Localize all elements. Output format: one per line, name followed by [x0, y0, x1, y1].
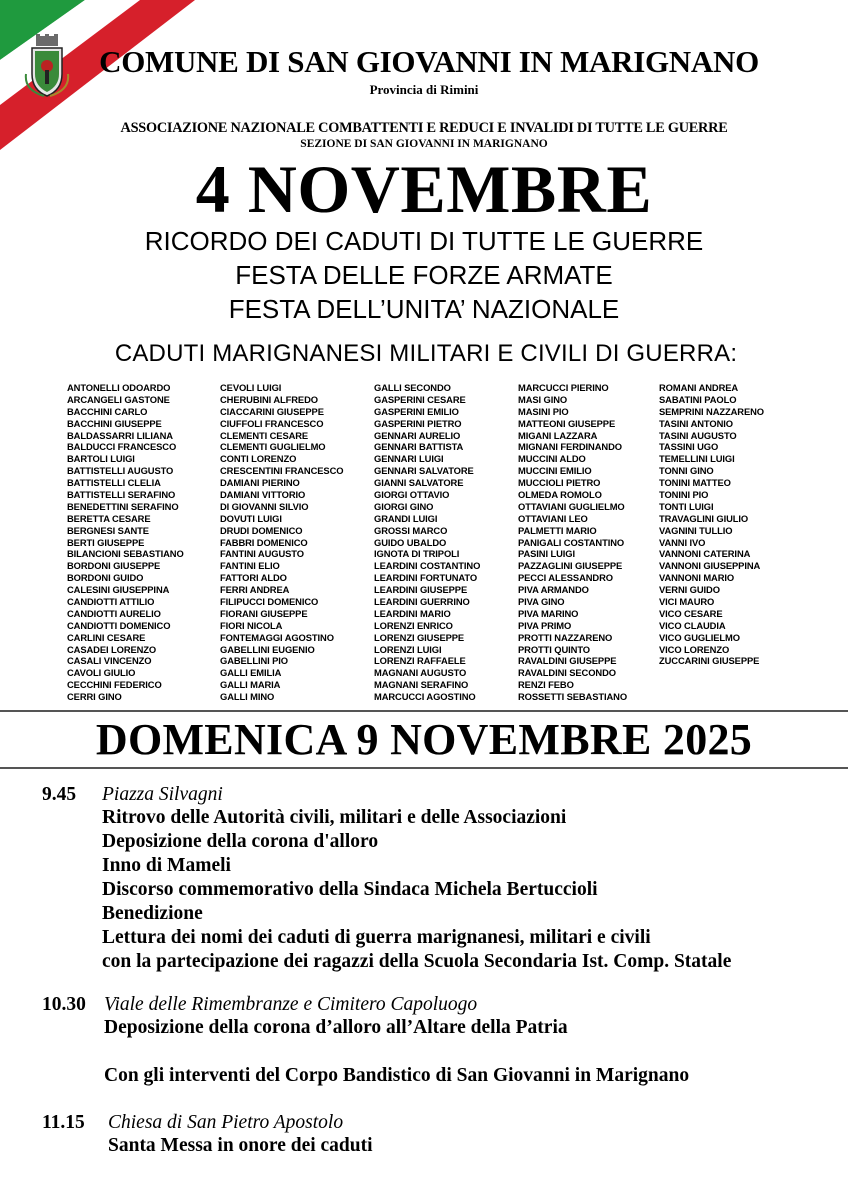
program-place-1 — [102, 783, 223, 807]
fallen-name: FONTEMAGGI AGOSTINO — [220, 631, 334, 643]
fallen-name: BERGNESI SANTE — [67, 524, 149, 536]
fallen-name: PALMETTI MARIO — [518, 524, 597, 536]
fallen-name: VAGNINI TULLIO — [659, 524, 733, 536]
fallen-name: GALLI EMILIA — [220, 667, 282, 679]
fallen-name: GALLI MARIA — [220, 679, 281, 691]
subtitle-unita-nazionale: FESTA DELL’UNITA’ NAZIONALE — [228, 294, 620, 324]
program-time: 11.15 — [42, 1112, 85, 1133]
fallen-name: LORENZI RAFFAELE — [374, 655, 466, 667]
fallen-name: BACCHINI GIUSEPPE — [67, 417, 162, 429]
program-time: 10.30 — [42, 994, 86, 1015]
fallen-name: GUIDO UBALDO — [374, 536, 447, 548]
fallen-name: CANDIOTTI DOMENICO — [67, 619, 171, 631]
fallen-name: VERNI GUIDO — [659, 584, 720, 596]
sezione-subtitle: SEZIONE DI SAN GIOVANNI IN MARIGNANO — [300, 138, 548, 150]
fallen-name: CAVOLI GIULIO — [67, 667, 136, 679]
fallen-name: GALLI SECONDO — [374, 382, 451, 393]
fallen-name: MUCCIOLI PIETRO — [518, 477, 601, 489]
associazione-title: ASSOCIAZIONE NAZIONALE COMBATTENTI E REDUCI E INVALIDI DI TUTTE LE GUERRE — [120, 120, 728, 136]
names-column-3 — [374, 382, 480, 703]
fallen-name: PROTTI QUINTO — [518, 643, 590, 655]
program-place-2 — [104, 993, 477, 1017]
fallen-name: MATTEONI GIUSEPPE — [518, 417, 616, 429]
fallen-name: RAVALDINI SECONDO — [518, 667, 616, 679]
program-lines-1 — [102, 806, 731, 974]
program-item-2 — [42, 993, 86, 1017]
subtitle-forze-armate: FESTA DELLE FORZE ARMATE — [235, 260, 613, 290]
fallen-name: FATTORI ALDO — [220, 572, 287, 584]
program-place: Piazza Silvagni — [102, 784, 223, 805]
fallen-name: MIGNANI FERDINANDO — [518, 441, 622, 453]
program-place-3 — [108, 1111, 343, 1135]
fallen-name: LEARDINI GUERRINO — [374, 596, 470, 608]
fallen-name: DAMIANI PIERINO — [220, 477, 300, 489]
fallen-name: PASINI LUIGI — [518, 548, 575, 560]
fallen-name: TONTI LUIGI — [659, 500, 714, 512]
fallen-name: GIORGI GINO — [374, 500, 434, 512]
fallen-name: LEARDINI FORTUNATO — [374, 572, 478, 584]
fallen-name: CLEMENTI GUGLIELMO — [220, 441, 326, 453]
fallen-name: SABATINI PAOLO — [659, 393, 737, 405]
fallen-name: OTTAVIANI LEO — [518, 512, 588, 524]
fallen-name: RAVALDINI GIUSEPPE — [518, 655, 617, 667]
fallen-name: DI GIOVANNI SILVIO — [220, 500, 309, 512]
fallen-name: GIORGI OTTAVIO — [374, 489, 450, 501]
names-column-5 — [659, 382, 764, 667]
fallen-name: PIVA PRIMO — [518, 619, 572, 631]
fallen-name: FIORANI GIUSEPPE — [220, 607, 308, 619]
program-place: Chiesa di San Pietro Apostolo — [108, 1112, 344, 1133]
fallen-name: GASPERINI PIETRO — [374, 417, 462, 429]
program-lines-2 — [104, 1016, 568, 1040]
fallen-name: GENNARI AURELIO — [374, 429, 461, 441]
fallen-name: CLEMENTI CESARE — [220, 429, 309, 441]
fallen-name: CASALI VINCENZO — [67, 655, 152, 667]
main-date-title: 4 NOVEMBRE — [195, 151, 653, 227]
fallen-name: VICO CLAUDIA — [659, 619, 726, 631]
fallen-name: VANNONI GIUSEPPINA — [659, 560, 761, 572]
fallen-name: GIANNI SALVATORE — [374, 477, 464, 489]
names-column-4 — [518, 382, 627, 703]
fallen-name: GENNARI BATTISTA — [374, 441, 464, 453]
fallen-name: FABBRI DOMENICO — [220, 536, 308, 548]
program-line: con la partecipazione dei ragazzi della Scuola Secondaria Ist. Comp. Statale — [102, 951, 732, 972]
fallen-name: MUCCINI ALDO — [518, 453, 586, 465]
fallen-name: BATTISTELLI AUGUSTO — [67, 465, 174, 477]
fallen-name: TONINI PIO — [659, 489, 709, 501]
fallen-name: CIACCARINI GIUSEPPE — [220, 405, 324, 417]
fallen-name: FANTINI ELIO — [220, 560, 280, 572]
program-item-3 — [42, 1111, 85, 1135]
fallen-name: MAGNANI AUGUSTO — [374, 667, 467, 679]
fallen-name: TONNI GINO — [659, 465, 714, 477]
fallen-name: OLMEDA ROMOLO — [518, 489, 602, 501]
fallen-name: ROMANI ANDREA — [659, 382, 739, 393]
fallen-name: MUCCINI EMILIO — [518, 465, 592, 477]
fallen-name: CRESCENTINI FRANCESCO — [220, 465, 344, 477]
fallen-name: CERRI GINO — [67, 691, 122, 703]
fallen-name: PROTTI NAZZARENO — [518, 631, 613, 643]
program-lines-3 — [108, 1134, 373, 1158]
fallen-name: PANIGALI COSTANTINO — [518, 536, 625, 548]
fallen-name: GASPERINI CESARE — [374, 393, 466, 405]
fallen-name: MARCUCCI PIERINO — [518, 382, 609, 393]
fallen-name: BORDONI GIUSEPPE — [67, 560, 161, 572]
fallen-name: MASI GINO — [518, 393, 568, 405]
fallen-name: TASINI ANTONIO — [659, 417, 733, 429]
fallen-name: BILANCIONI SEBASTIANO — [67, 548, 184, 560]
fallen-name: CEVOLI LUIGI — [220, 382, 282, 393]
fallen-name: VANNONI CATERINA — [659, 548, 751, 560]
fallen-name: GRANDI LUIGI — [374, 512, 438, 524]
fallen-name: TASSINI UGO — [659, 441, 719, 453]
fallen-name: VANNI IVO — [659, 536, 706, 548]
fallen-name: VICO CESARE — [659, 607, 723, 619]
program-line: Discorso commemorativo della Sindaca Michela Bertuccioli — [102, 879, 598, 900]
fallen-name: BALDUCCI FRANCESCO — [67, 441, 177, 453]
fallen-name: CALESINI GIUSEPPINA — [67, 584, 170, 596]
fallen-name: FANTINI AUGUSTO — [220, 548, 304, 560]
fallen-name: VICI MAURO — [659, 596, 715, 608]
fallen-name: LORENZI LUIGI — [374, 643, 442, 655]
fallen-name: LEARDINI COSTANTINO — [374, 560, 481, 572]
fallen-name: PIVA MARINO — [518, 607, 579, 619]
fallen-name: ARCANGELI GASTONE — [67, 393, 170, 405]
fallen-name: FILIPUCCI DOMENICO — [220, 596, 319, 608]
fallen-name: BERETTA CESARE — [67, 512, 151, 524]
divider-bottom — [0, 767, 848, 769]
fallen-name: BALDASSARRI LILIANA — [67, 429, 173, 441]
program-line: Ritrovo delle Autorità civili, militari e delle Associazioni — [102, 807, 567, 828]
divider-top — [0, 710, 848, 712]
fallen-name: BORDONI GUIDO — [67, 572, 144, 584]
fallen-name: TRAVAGLINI GIULIO — [659, 512, 749, 524]
fallen-name: MASINI PIO — [518, 405, 569, 417]
fallen-name: CONTI LORENZO — [220, 453, 297, 465]
fallen-name: BACCHINI CARLO — [67, 405, 148, 417]
fallen-name: CASADEI LORENZO — [67, 643, 157, 655]
fallen-name: BARTOLI LUIGI — [67, 453, 135, 465]
fallen-name: IGNOTA DI TRIPOLI — [374, 548, 460, 560]
program-line: Santa Messa in onore dei caduti — [108, 1135, 373, 1156]
fallen-name: BATTISTELLI SERAFINO — [67, 489, 176, 501]
fallen-name: ZUCCARINI GIUSEPPE — [659, 655, 760, 667]
fallen-name: VICO GUGLIELMO — [659, 631, 740, 643]
fallen-name: LORENZI GIUSEPPE — [374, 631, 465, 643]
program-item-1 — [42, 783, 76, 807]
program-line: Deposizione della corona d’alloro all’Altare della Patria — [104, 1017, 568, 1038]
fallen-name: PIVA ARMANDO — [518, 584, 589, 596]
fallen-name: CECCHINI FEDERICO — [67, 679, 162, 691]
names-column-1 — [67, 382, 184, 703]
caduti-heading: CADUTI MARIGNANESI MILITARI E CIVILI DI GUERRA: — [114, 340, 738, 367]
fallen-name: TASINI AUGUSTO — [659, 429, 737, 441]
program-time: 9.45 — [42, 784, 77, 805]
fallen-name: VICO LORENZO — [659, 643, 730, 655]
fallen-name: PAZZAGLINI GIUSEPPE — [518, 560, 623, 572]
fallen-name: DRUDI DOMENICO — [220, 524, 303, 536]
fallen-name: MAGNANI SERAFINO — [374, 679, 469, 691]
fallen-name: LORENZI ENRICO — [374, 619, 453, 631]
fallen-name: CANDIOTTI ATTILIO — [67, 596, 155, 608]
fallen-name: TEMELLINI LUIGI — [659, 453, 735, 465]
band-note: Con gli interventi del Corpo Bandistico di San Giovanni in Marignano — [104, 1065, 690, 1086]
fallen-name: GABELLINI EUGENIO — [220, 643, 315, 655]
subtitle-ricordo: RICORDO DEI CADUTI DI TUTTE LE GUERRE — [144, 226, 704, 256]
fallen-name: LEARDINI GIUSEPPE — [374, 584, 468, 596]
program-place: Viale delle Rimembranze e Cimitero Capoluogo — [104, 994, 478, 1015]
fallen-name: DAMIANI VITTORIO — [220, 489, 306, 501]
fallen-name: DOVUTI LUIGI — [220, 512, 282, 524]
fallen-name: CHERUBINI ALFREDO — [220, 393, 318, 405]
fallen-name: GASPERINI EMILIO — [374, 405, 459, 417]
fallen-name: FERRI ANDREA — [220, 584, 290, 596]
fallen-name: GENNARI SALVATORE — [374, 465, 474, 477]
fallen-name: SEMPRINI NAZZARENO — [659, 405, 764, 417]
fallen-name: FIORI NICOLA — [220, 619, 283, 631]
fallen-name: BERTI GIUSEPPE — [67, 536, 145, 548]
names-column-2 — [220, 382, 343, 703]
fallen-name: ANTONELLI ODOARDO — [67, 382, 171, 393]
fallen-name: OTTAVIANI GUGLIELMO — [518, 500, 625, 512]
fallen-name: GABELLINI PIO — [220, 655, 288, 667]
day-title: DOMENICA 9 NOVEMBRE 2025 — [95, 715, 753, 764]
fallen-name: ROSSETTI SEBASTIANO — [518, 691, 628, 703]
fallen-name: GROSSI MARCO — [374, 524, 448, 536]
fallen-name: CIUFFOLI FRANCESCO — [220, 417, 324, 429]
fallen-name: MARCUCCI AGOSTINO — [374, 691, 476, 703]
comune-title: COMUNE DI SAN GIOVANNI IN MARIGNANO — [99, 44, 759, 79]
fallen-name: GALLI MINO — [220, 691, 275, 703]
fallen-name: CARLINI CESARE — [67, 631, 146, 643]
fallen-name: BENEDETTINI SERAFINO — [67, 500, 179, 512]
fallen-name: BATTISTELLI CLELIA — [67, 477, 161, 489]
fallen-name: PECCI ALESSANDRO — [518, 572, 613, 584]
fallen-name: GENNARI LUIGI — [374, 453, 444, 465]
fallen-name: VANNONI MARIO — [659, 572, 735, 584]
program-line: Benedizione — [102, 903, 203, 924]
provincia-subtitle: Provincia di Rimini — [369, 82, 479, 97]
fallen-name: TONINI MATTEO — [659, 477, 731, 489]
fallen-name: LEARDINI MARIO — [374, 607, 451, 619]
fallen-name: CANDIOTTI AURELIO — [67, 607, 161, 619]
fallen-name: RENZI FEBO — [518, 679, 574, 691]
program-line: Deposizione della corona d'alloro — [102, 831, 379, 852]
program-line: Inno di Mameli — [102, 855, 231, 876]
fallen-name: MIGANI LAZZARA — [518, 429, 598, 441]
program-line: Lettura dei nomi dei caduti di guerra marignanesi, militari e civili — [102, 927, 651, 948]
fallen-name: PIVA GINO — [518, 596, 565, 608]
